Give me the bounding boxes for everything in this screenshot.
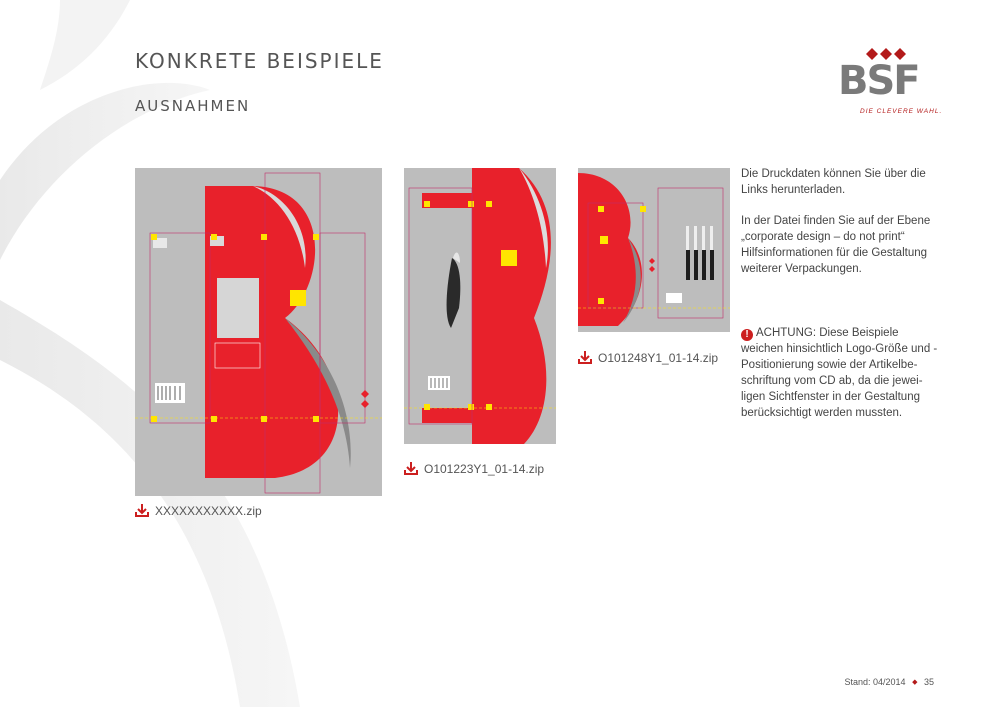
logo-brand: BSF xyxy=(838,58,919,104)
warning-text: ACHTUNG: Diese Beispiele weichen hinsichtlich Logo-Größe und -Positionierung sowie der Artikelbe-schriftung vom CD ab, da die jewei-ligen Sichtfenster in der Gestaltung berücksichtigt werden mussten. xyxy=(741,327,938,419)
info-paragraph-2: In der Datei finden Sie auf der Ebene „corporate design – do not print“ Hilfsinformationen für die Gestaltung weiterer Verpackungen. xyxy=(741,215,931,275)
download-label: O101223Y1_01-14.zip xyxy=(424,461,545,476)
download-label: O101248Y1_01-14.zip xyxy=(598,350,719,365)
page-footer xyxy=(845,677,935,687)
exclamation-icon: ! xyxy=(741,329,753,341)
footer-stand: Stand: 04/2014 xyxy=(844,677,906,687)
warning-paragraph xyxy=(741,325,941,421)
download-link-1[interactable] xyxy=(135,503,262,518)
footer-separator: ◆ xyxy=(912,679,918,686)
download-icon xyxy=(404,462,418,475)
page-subtitle: AUSNAHMEN xyxy=(135,97,251,115)
download-link-3[interactable] xyxy=(578,350,718,365)
bsf-logo xyxy=(838,48,943,118)
page-number: 35 xyxy=(923,677,934,687)
packaging-preview-3 xyxy=(578,168,730,332)
download-link-2[interactable] xyxy=(404,461,544,476)
download-icon xyxy=(135,504,149,517)
packaging-preview-2 xyxy=(404,168,556,444)
download-label: XXXXXXXXXXX.zip xyxy=(155,503,262,518)
page-title: KONKRETE BEISPIELE xyxy=(135,49,384,73)
download-icon xyxy=(578,351,592,364)
packaging-preview-1 xyxy=(135,168,382,496)
logo-tagline: DIE CLEVERE WAHL. xyxy=(860,108,943,115)
info-paragraph-1: Die Druckdaten können Sie über die Links herunterladen. xyxy=(741,168,926,196)
